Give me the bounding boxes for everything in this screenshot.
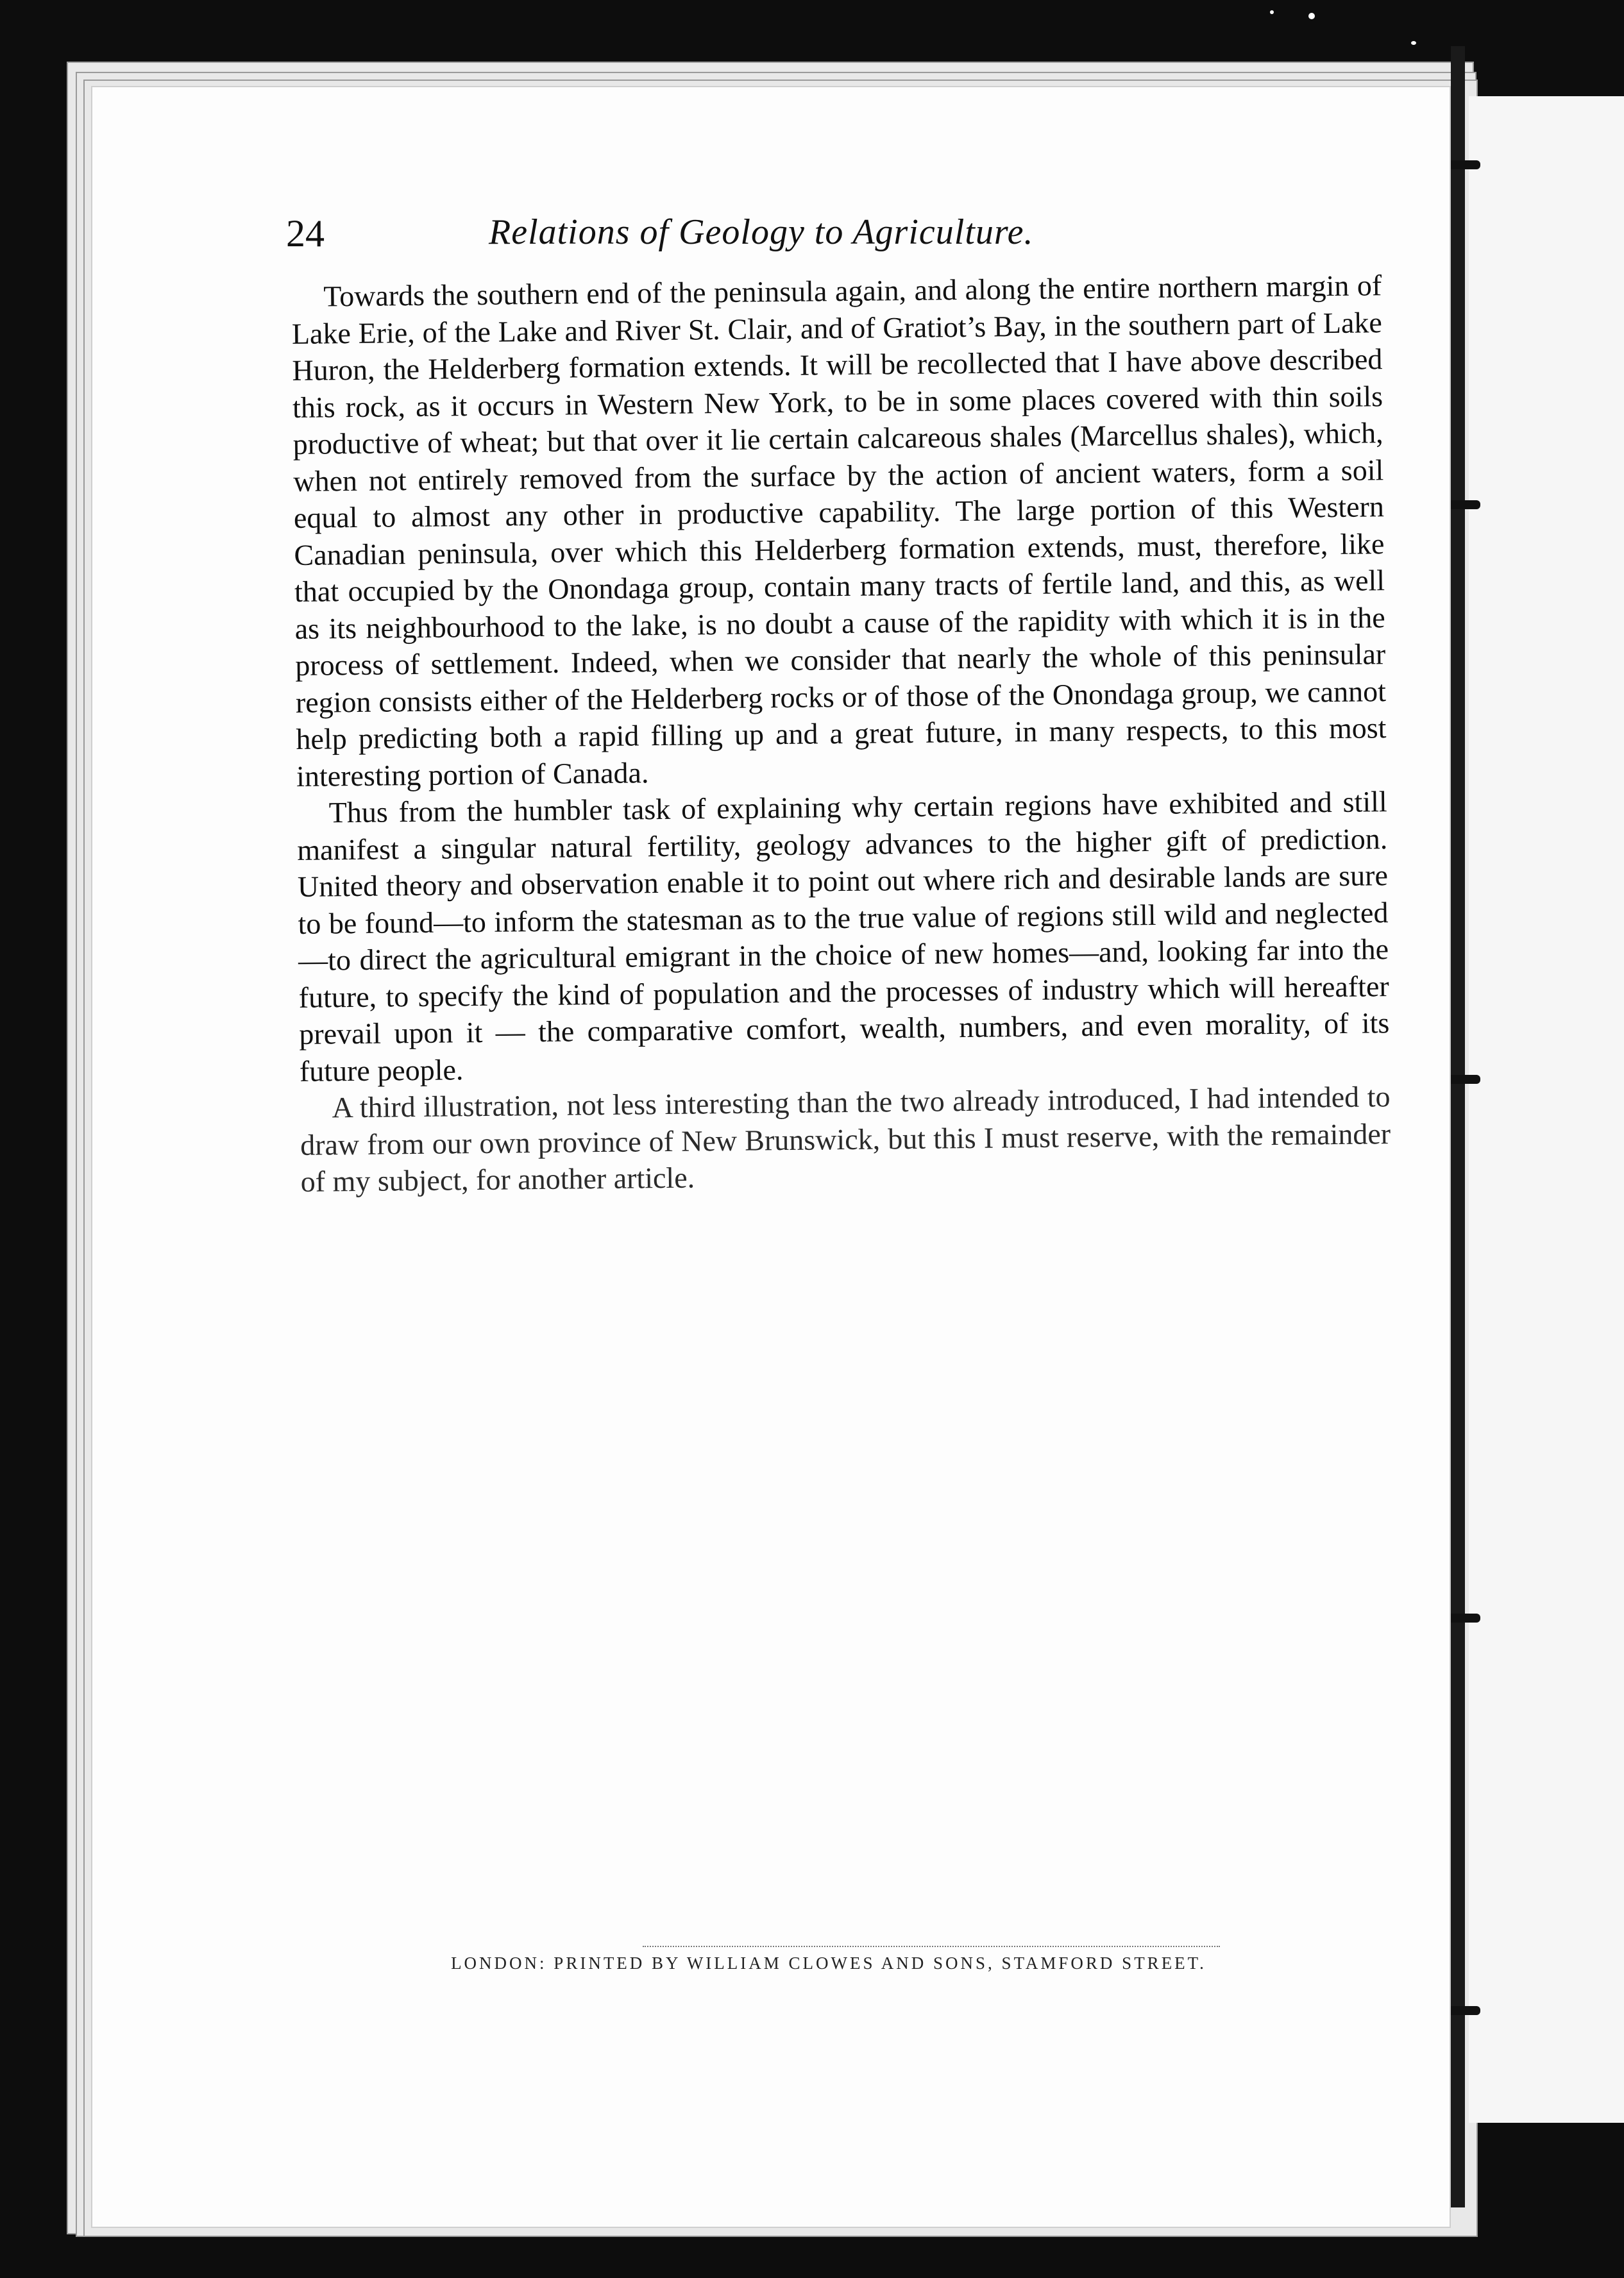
running-head bbox=[91, 212, 1451, 263]
body-text bbox=[291, 267, 1391, 1200]
page-number: 24 bbox=[286, 212, 325, 255]
printer-imprint: LONDON: PRINTED BY WILLIAM CLOWES AND SONS, STAMFORD STREET. bbox=[451, 1953, 1206, 1973]
book-spine bbox=[1451, 46, 1465, 2207]
book-page bbox=[91, 86, 1451, 2228]
imprint-rule bbox=[643, 1946, 1220, 1947]
paragraph: Towards the southern end of the peninsula again, and along the entire northern margin of Lake Erie, of the Lake and River St. Clair, and of Gratiot’s Bay, in the southern part of Lake Huron, the Helderberg formation extends. It will be recollected that I have above described this rock, as it occurs in Western New York, to be in some places covered with thin soils productive of wheat; but that over it lie certain calcareous shales (Marcellus shales), which, when not entirely removed from the surface by the action of ancient waters, form a soil equal to almost any other in productive capability. The large portion of this Western Canadian peninsula, over which this Helderberg formation extends, must, therefore, like that occupied by the Onondaga group, contain many tracts of fertile land, and this, as well as its neighbourhood to the lake, is no doubt a cause of the rapidity with which it is in the process of settlement. Indeed, when we consider that nearly the whole of this peninsular region consists either of the Helderberg rocks or of those of the Onondaga group, we cannot help predicting both a rapid filling up and a great future, in many respects, to this most interesting portion of Canada. bbox=[291, 269, 1387, 793]
facing-page-sliver bbox=[1469, 96, 1624, 2123]
paragraph: A third illustration, not less interesting than the two already introduced, I had intended to draw from our own province of New Brunswick, but this I must reserve, with the remainder of my subject, for another article. bbox=[300, 1080, 1391, 1198]
scan-speck bbox=[1411, 41, 1416, 45]
scan-speck bbox=[1270, 10, 1274, 14]
scan-speck bbox=[1308, 13, 1315, 19]
paragraph: Thus from the humbler task of explaining why certain regions have exhibited and still manifest a singular natural fertility, geology advances to the higher gift of prediction. United theory and observation enable it to point out where rich and desirable lands are sure to be found—to inform the statesman as to the true value of regions still wild and neglected—to direct the agricultural emigrant in the choice of new homes—and, looking far into the future, to specify the kind of population and the processes of industry which will hereafter prevail upon it — the comparative comfort, wealth, numbers, and even morality, of its future people. bbox=[297, 785, 1390, 1088]
running-title: Relations of Geology to Agriculture. bbox=[489, 212, 1034, 252]
